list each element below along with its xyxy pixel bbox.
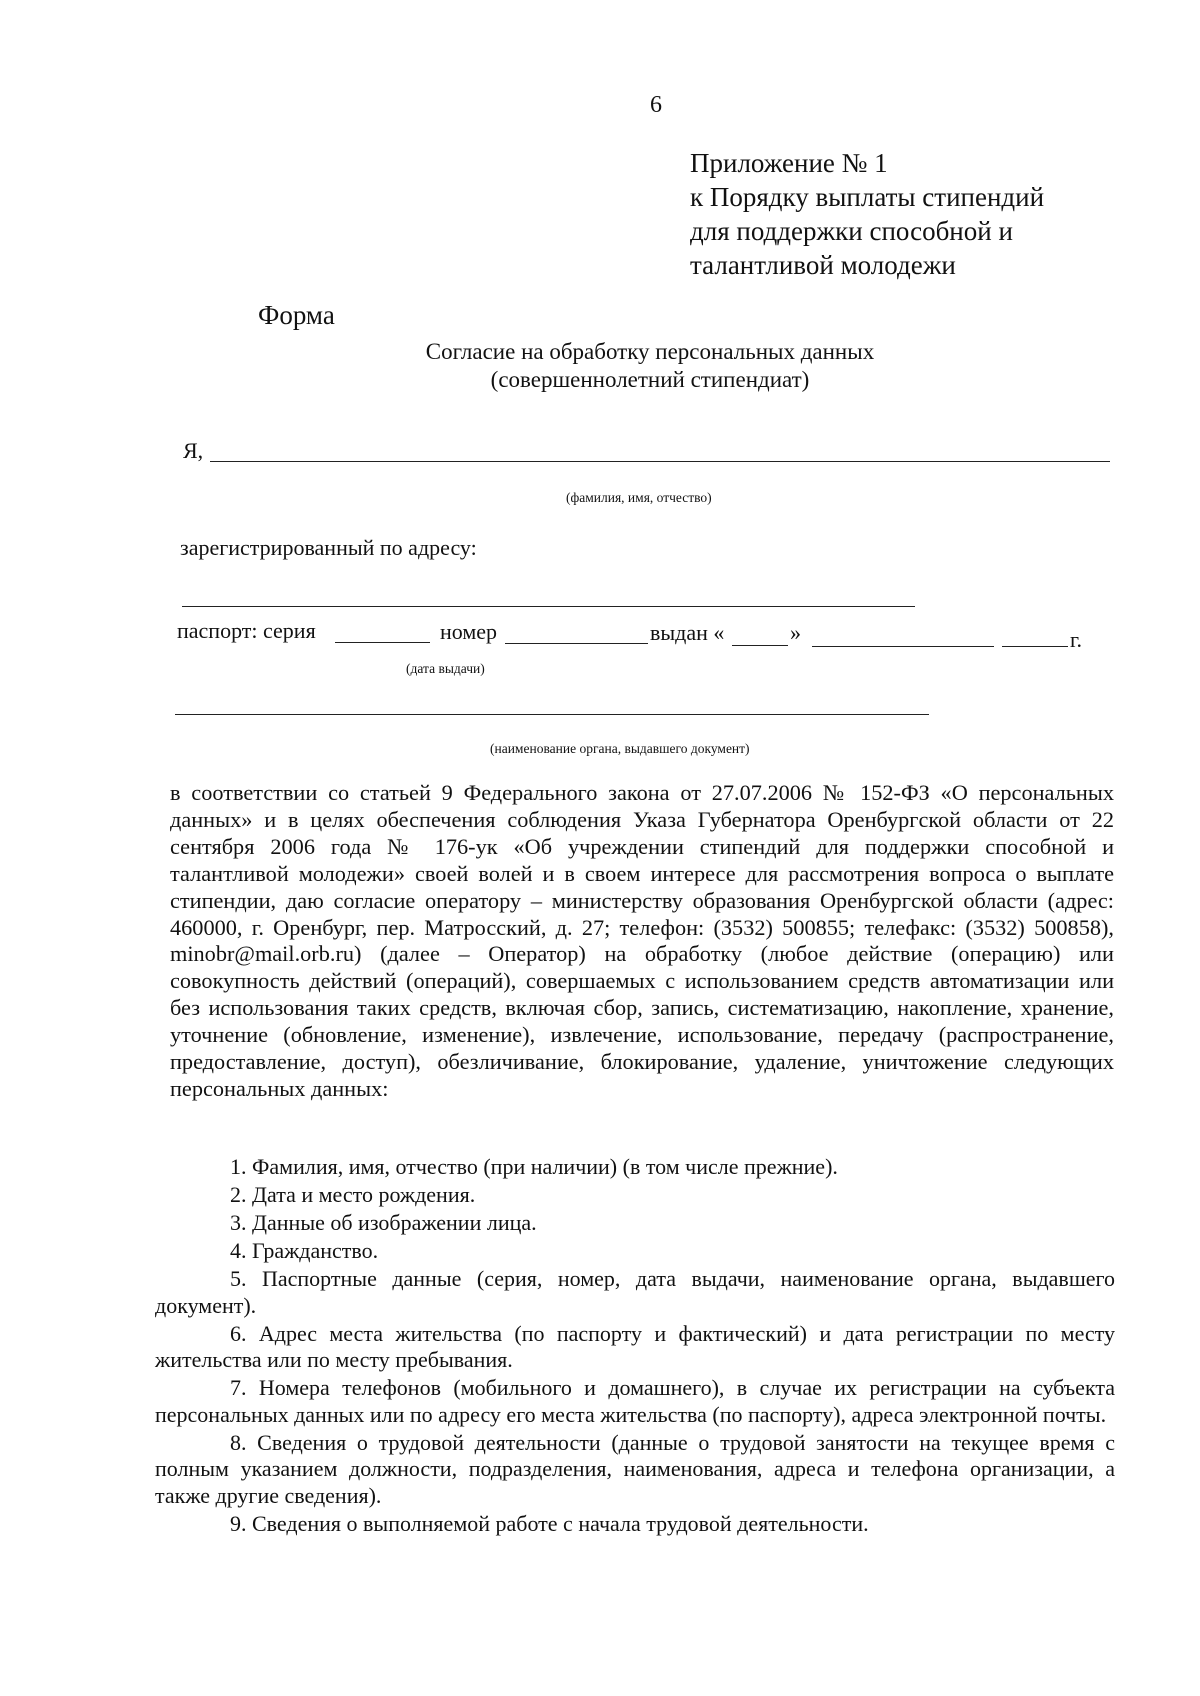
passport-series-line[interactable] [335,642,430,643]
issuer-field-line[interactable] [175,714,929,715]
issue-day-line[interactable] [732,645,788,646]
list-item: 8. Сведения о трудовой деятельности (данные о трудовой занятости на текущее время с полным указанием должности, подразделения, наименования, адреса и телефона организации, а также другие сведения). [155,1429,1115,1508]
document-title-line-1: Согласие на обработку персональных данных [425,339,875,364]
fio-field-line[interactable] [210,461,1110,462]
list-item: 6. Адрес места жительства (по паспорту и фактический) и дата регистрации по месту жительства или по месту пребывания. [155,1320,1115,1372]
consent-body-text: в соответствии со статьей 9 Федерального закона от 27.07.2006 № 152-ФЗ «О персональных данных» и в целях обеспечения соблюдения Указа Губернатора Оренбургской области от 22 сентября 2006 года № 176-ук «Об учреждении стипендий для поддержки способной и талантливой молодежи» своей волей и в своем интересе для рассмотрения вопроса о выплате стипендии, даю согласие оператору – министерству образования Оренбургской области (адрес: 460000, г. Оренбург, пер. Матросский, д. 27; телефон: (3532) 500855; телефакс: (3532) 500858), minobr@mail.orb.ru) (далее – Оператор) на обработку (любое действие (операцию) или совокупность действий (операций), совершаемых с использованием средств автоматизации или без использования таких средств, включая сбор, запись, систематизацию, накопление, хранение, уточнение (обновление, изменение), извлечение, использование, передачу (распространение, предоставление, доступ), обезличивание, блокирование, удаление, уничтожение следующих персональных данных: [170,780,1114,1101]
form-label: Форма [258,300,335,330]
address-label: зарегистрированный по адресу: [180,535,477,560]
appendix-line-3: для поддержки способной и [690,216,1013,246]
fio-caption: (фамилия, имя, отчество) [566,490,712,505]
list-item: 3. Данные об изображении лица. [230,1210,537,1235]
passport-number-label: номер [440,619,498,644]
address-field-line[interactable] [182,606,915,607]
passport-number-line[interactable] [505,643,648,644]
quote-close: » [790,620,801,645]
page-number: 6 [650,92,662,118]
passport-series-label: паспорт: серия [177,618,316,643]
list-item: 7. Номера телефонов (мобильного и домашнего), в случае их регистрации на субъекта персональных данных или по адресу его места жительства (по паспорту), адреса электронной почты. [155,1375,1115,1427]
appendix-header [690,146,1044,282]
appendix-line-4: талантливой молодежи [690,250,956,280]
list-item: 5. Паспортные данные (серия, номер, дата выдачи, наименование органа, выдавшего документ). [155,1266,1115,1318]
appendix-line-2: к Порядку выплаты стипендий [690,182,1045,212]
year-suffix: г. [1070,627,1083,652]
list-item: 1. Фамилия, имя, отчество (при наличии) (в том числе прежние). [230,1154,838,1179]
issuer-caption: (наименование органа, выдавшего документ) [490,741,750,756]
appendix-line-1: Приложение № 1 [690,148,888,178]
list-item: 9. Сведения о выполняемой работе с начала трудовой деятельности. [230,1510,869,1536]
issued-label: выдан « [650,620,725,645]
issue-year-line[interactable] [1002,646,1068,647]
issue-month-line[interactable] [812,646,994,647]
issue-date-caption: (дата выдачи) [406,661,485,676]
list-item: 2. Дата и место рождения. [230,1182,476,1207]
document-title [380,338,920,394]
personal-data-list [155,1154,1115,1539]
i-label: Я, [183,438,204,463]
list-item: 4. Гражданство. [230,1238,379,1263]
document-title-line-2: (совершеннолетний стипендиат) [490,367,810,392]
